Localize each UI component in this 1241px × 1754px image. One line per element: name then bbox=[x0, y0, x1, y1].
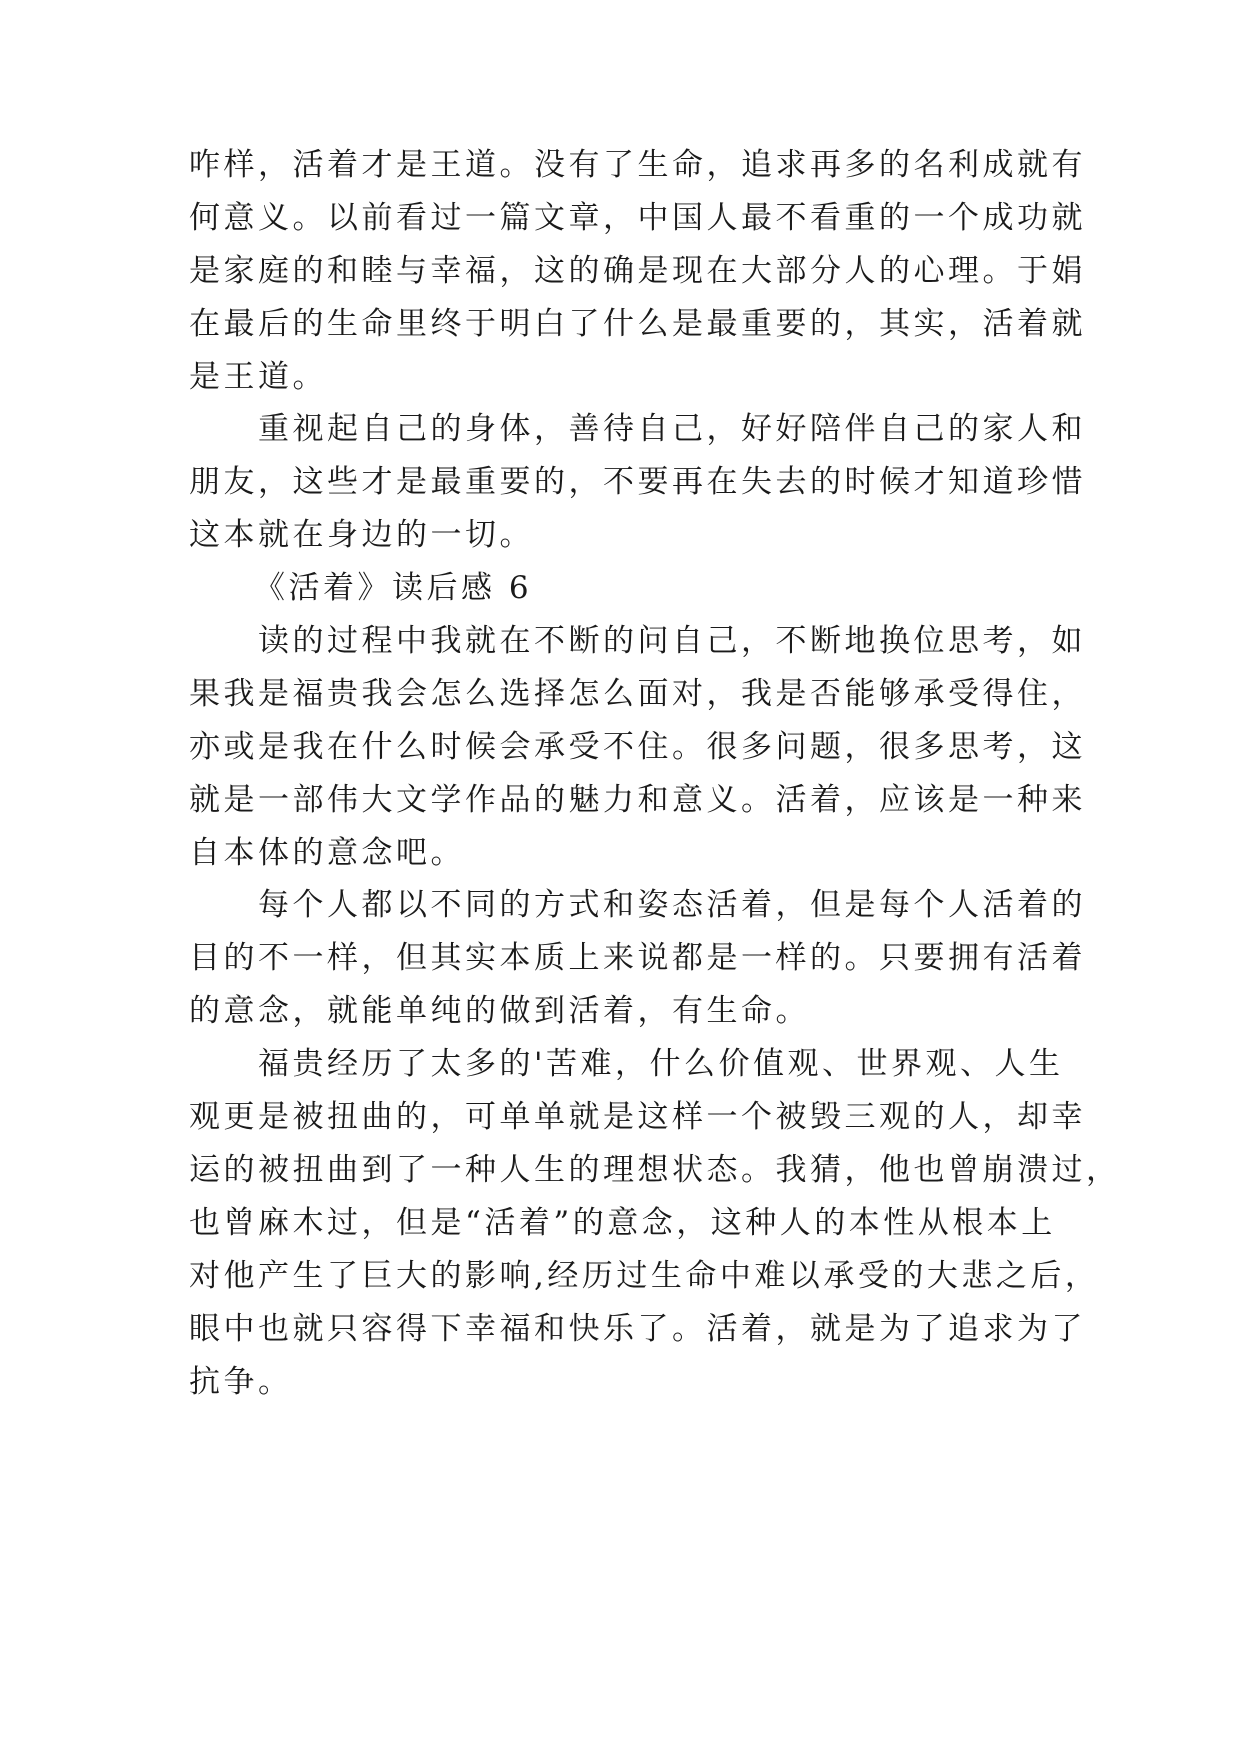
paragraph-line: 是王道。 bbox=[189, 359, 327, 395]
paragraph-line: 观更是被扭曲的，可单单就是这样一个被毁三观的人，却幸 bbox=[189, 1099, 1086, 1135]
paragraph-line: 也曾麻木过，但是“活着”的意念，这种人的本性从根本上 bbox=[189, 1205, 1056, 1241]
paragraph-line: 自本体的意念吧。 bbox=[189, 835, 465, 871]
paragraph-4 bbox=[189, 879, 1086, 1038]
paragraph-line: 每个人都以不同的方式和姿态活着，但是每个人活着的 bbox=[189, 887, 1086, 923]
paragraph-line: 重视起自己的身体，善待自己，好好陪伴自己的家人和 bbox=[189, 411, 1086, 447]
paragraph-line: 抗争。 bbox=[189, 1364, 293, 1400]
paragraph-line: 眼中也就只容得下幸福和快乐了。活着，就是为了追求为了 bbox=[189, 1311, 1086, 1347]
paragraph-line: 的意念，就能单纯的做到活着，有生命。 bbox=[189, 993, 810, 1029]
paragraph-5 bbox=[189, 1038, 1121, 1409]
paragraph-line: 这本就在身边的一切。 bbox=[189, 517, 534, 553]
paragraph-line: 是家庭的和睦与幸福，这的确是现在大部分人的心理。于娟 bbox=[189, 253, 1086, 289]
paragraph-2 bbox=[189, 403, 1086, 562]
paragraph-line: 果我是福贵我会怎么选择怎么面对，我是否能够承受得住， bbox=[189, 676, 1086, 712]
paragraph-line: 对他产生了巨大的影响,经历过生命中难以承受的大悲之后， bbox=[189, 1258, 1100, 1294]
paragraph-line: 亦或是我在什么时候会承受不住。很多问题，很多思考，这 bbox=[189, 729, 1086, 765]
paragraph-line: 咋样，活着才是王道。没有了生命，追求再多的名利成就有 bbox=[189, 147, 1086, 183]
paragraph-3 bbox=[189, 615, 1086, 880]
paragraph-line: 就是一部伟大文学作品的魅力和意义。活着，应该是一种来 bbox=[189, 782, 1086, 818]
paragraph-line: 目的不一样，但其实本质上来说都是一样的。只要拥有活着 bbox=[189, 940, 1086, 976]
paragraph-line: 何意义。以前看过一篇文章，中国人最不看重的一个成功就 bbox=[189, 200, 1086, 236]
paragraph-line: 在最后的生命里终于明白了什么是最重要的，其实，活着就 bbox=[189, 306, 1086, 342]
paragraph-line: 福贵经历了太多的'苦难，什么价值观、世界观、人生 bbox=[189, 1046, 1064, 1082]
paragraph-line: 运的被扭曲到了一种人生的理想状态。我猜，他也曾崩溃过， bbox=[189, 1152, 1121, 1188]
paragraph-line: 读的过程中我就在不断的问自己，不断地换位思考，如 bbox=[189, 623, 1086, 659]
paragraph-line: 朋友，这些才是最重要的，不要再在失去的时候才知道珍惜 bbox=[189, 464, 1086, 500]
section-heading: 《活着》读后感 6 bbox=[254, 570, 533, 606]
paragraph-1 bbox=[189, 139, 1086, 404]
